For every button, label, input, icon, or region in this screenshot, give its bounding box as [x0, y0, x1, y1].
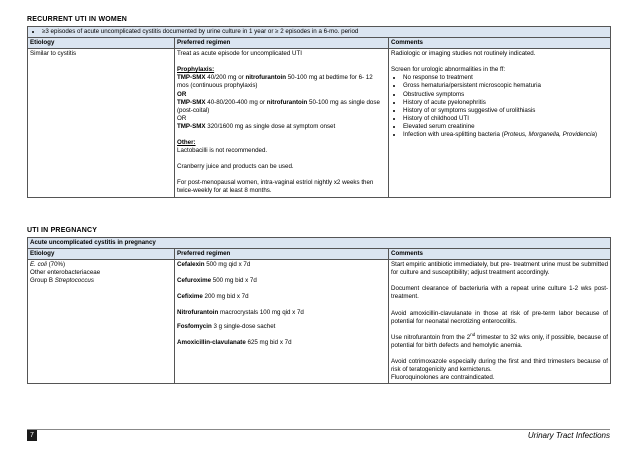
prophylaxis-heading: Prophylaxis:: [177, 66, 215, 74]
list-item: • History of acute pyelonephritis: [403, 99, 608, 107]
col-header-comments: Comments: [389, 249, 611, 260]
regimen-cefixime: Cefixime 200 mg bid x 7d: [177, 293, 249, 301]
list-item: • History of childhood UTI: [403, 115, 608, 123]
list-item: • Elevated serum creatinine: [403, 123, 608, 131]
regimen-cell: [175, 260, 389, 384]
regimen-nitrofurantoin: Nitrofurantoin macrocrystals 100 mg qid x 7d: [177, 309, 304, 317]
other-heading: Other:: [177, 139, 196, 147]
regimen-amoxicillin-clavulanate: Amoxicillin-clavulanate 625 mg bid x 7d: [177, 338, 292, 346]
prophylaxis-symptom-onset: TMP-SMX 320/1600 mg as single dose at symptom onset: [177, 122, 336, 130]
col-header-comments: Comments: [389, 38, 611, 49]
prophylaxis-postcoital: TMP-SMX 40-80/200-400 mg or nitrofurantoin 50-100 mg as single dose (post-coital): [177, 98, 380, 114]
col-header-etiology: Etiology: [28, 249, 175, 260]
regimen-cell: Treat as acute episode for uncomplicated UTI Prophylaxis: TMP-SMX 40/200 mg or nitrofurantoin 50-100 mg at bedtime for 6- 12 mos (continuous prophylaxis) OR TMP-SMX 40-80/200-400 mg or nitrofurantoin 50-100 mg as single dose (post-coital) OR TMP-SMX 320/1600 mg as single dose at symptom onset Other: Lactobacilli is not recommended. Cranberry juice and products can be used. For post-menopausal women, intra-vaginal estriol nightly x2 weeks then twice-weekly for at least 8 months.: [175, 49, 389, 197]
regimen-fosfomycin: Fosfomycin 3 g single-dose sachet: [177, 322, 276, 330]
screening-list: [391, 74, 608, 139]
etiology-cell: Similar to cystitis: [28, 49, 175, 197]
page-footer: [27, 429, 610, 442]
col-header-regimen: Preferred regimen: [175, 249, 389, 260]
list-item: • Infection with urea-splitting bacteria (Proteus, Morganella, Providencia): [403, 131, 608, 139]
pregnancy-subtitle: Acute uncomplicated cystitis in pregnancy: [28, 238, 611, 249]
section-title-recurrent-uti: RECURRENT UTI IN WOMEN: [27, 16, 128, 23]
list-item: • Gross hematuria/persistent microscopic hematuria: [403, 82, 608, 90]
list-item: • No response to treatment: [403, 74, 608, 82]
list-item: • History of or symptoms suggestive of urolithiasis: [403, 107, 608, 115]
footer-title: Urinary Tract Infections: [527, 431, 610, 440]
prophylaxis-continuous: TMP-SMX 40/200 mg or nitrofurantoin 50-100 mg at bedtime for 6- 12 mos (continuous prophylaxis): [177, 74, 373, 90]
col-header-etiology: Etiology: [28, 38, 175, 49]
pregnancy-uti-table: [27, 237, 611, 384]
regimen-cefalexin: Cefalexin 500 mg qid x 7d: [177, 261, 251, 269]
comments-cell: Start empiric antibiotic immediately, but pre- treatment urine must be submitted for culture and susceptibility; adjust treatment accordingly. Document clearance of bacteriuria with a repeat urine culture 1-2 wks post-treatment. Avoid amoxicillin-clavulanate in those at risk of pre-term labor because of potential for neonatal necrotizing enterocolitis. Use nitrofurantoin from the 2nd trimester to 32 wks only, if possible, because of potential for birth defects and hemolytic anemia. Avoid cotrimoxazole especially during the first and third trimesters because of risk of teratogenicity and kernicterus. Fluoroquinolones are contraindicated.: [389, 260, 611, 384]
recurrent-uti-table: [27, 26, 611, 198]
list-item: • Obstructive symptoms: [403, 91, 608, 99]
section-title-uti-pregnancy: UTI IN PREGNANCY: [27, 227, 98, 234]
recurrent-uti-definition: • ≥3 episodes of acute uncomplicated cystitis documented by urine culture in 1 year or ≥ 2 episodes in a 6-mo. period: [28, 27, 611, 38]
col-header-regimen: Preferred regimen: [175, 38, 389, 49]
comments-cell: Radiologic or imaging studies not routinely indicated. Screen for urologic abnormalities in the ff: • No response to treatment • Gross hematuria/persistent microscopic hematuria • Obstructive symptoms • History of acute pyelonephritis • History of or symptoms suggestive of urolithiasis • History of childhood UTI • Elevated serum creatinine • Infection with urea-splitting bacteria (Proteus, Morganella, Providencia): [389, 49, 611, 197]
etiology-cell: E. coli (70%) Other enterobacteriaceae Group B Streptococcus: [28, 260, 175, 384]
regimen-cefuroxime: Cefuroxime 500 mg bid x 7d: [177, 277, 257, 285]
page-number: 7: [27, 430, 37, 441]
